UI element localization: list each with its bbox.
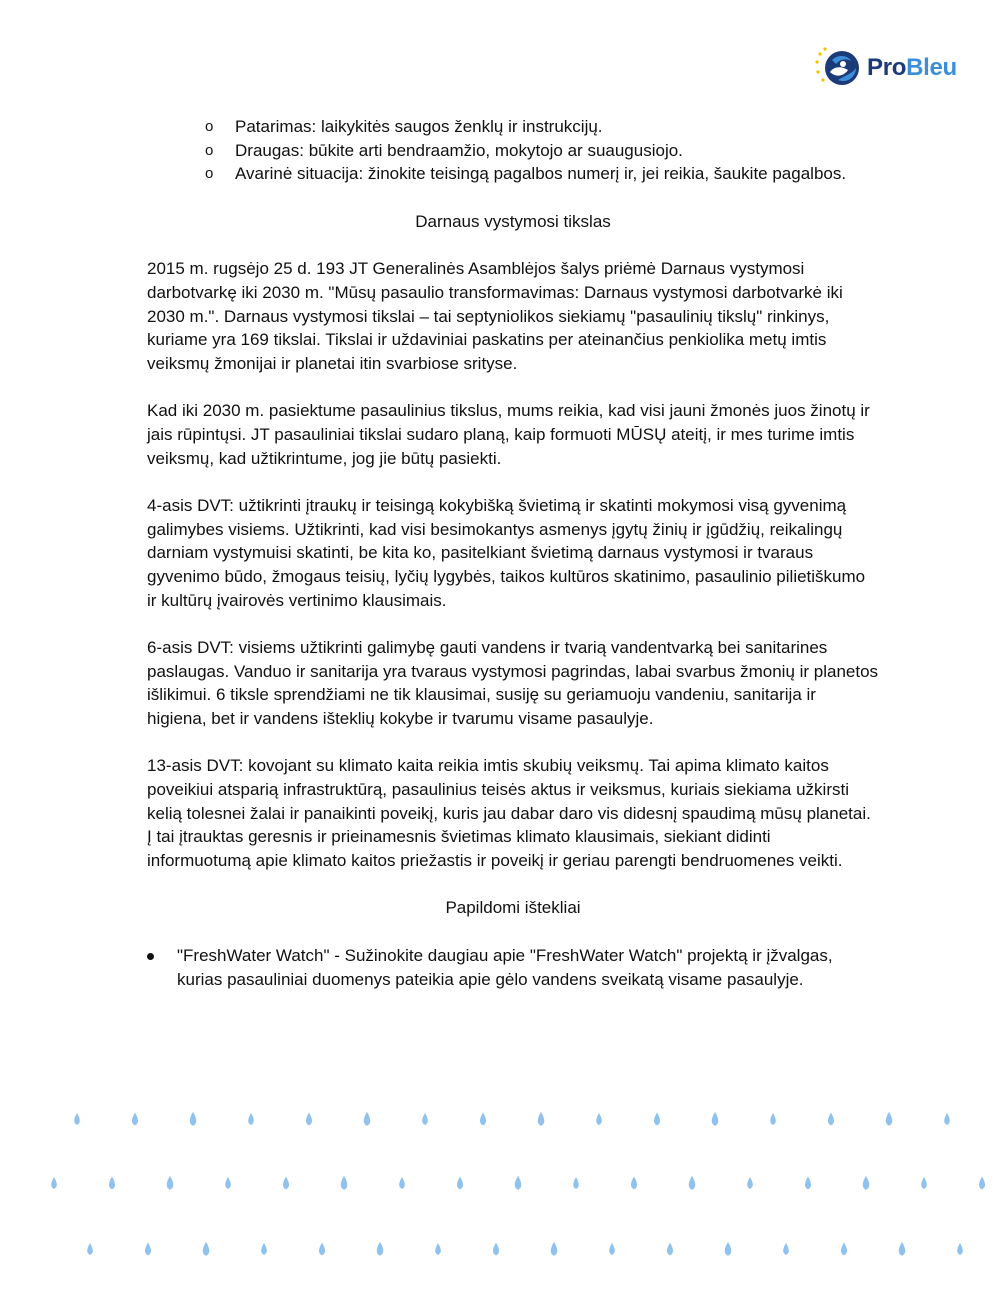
list-item: [147, 139, 879, 163]
water-drop-icon: [725, 1242, 732, 1256]
logo-text-pro: Pro: [867, 54, 907, 81]
water-drop-icon: [609, 1243, 615, 1255]
water-drop-icon: [132, 1112, 138, 1125]
water-drop-icon: [248, 1113, 254, 1125]
water-drop-icon: [654, 1112, 660, 1125]
water-drop-icon: [863, 1176, 870, 1190]
water-drop-icon: [74, 1113, 80, 1125]
water-drop-icon: [261, 1243, 267, 1255]
water-drop-icon: [828, 1112, 834, 1125]
water-drop-icon: [899, 1242, 906, 1256]
tip-text: Patarimas: laikykitės saugos ženklų ir instrukcijų.: [235, 117, 603, 136]
youth-paragraph: Kad iki 2030 m. pasiektume pasaulinius tikslus, mums reikia, kad visi jauni žmonės juos žinotų ir jais rūpintųsi. JT pasauliniai tikslai sudaro planą, kaip formuoti MŪSŲ ateitį, ir mes turime imtis veiksmų, kad užtikrintume, jog jie būtų pasiekti.: [147, 401, 870, 468]
water-drop-icon: [109, 1176, 115, 1189]
probleu-wordmark: [867, 54, 957, 82]
water-drop-icon: [167, 1176, 174, 1190]
water-drop-icon: [805, 1176, 811, 1189]
water-drop-icon: [422, 1113, 428, 1125]
resources-list: [147, 944, 879, 991]
water-drop-icon: [841, 1242, 847, 1255]
water-drop-icon: [493, 1242, 499, 1255]
water-drop-icon: [944, 1113, 950, 1125]
water-drop-icon: [921, 1177, 927, 1189]
water-drop-icon: [667, 1242, 673, 1255]
water-drop-icon: [631, 1176, 637, 1189]
document-body: [147, 115, 879, 991]
circle-bullet-icon: o: [205, 165, 214, 183]
tip-text: Avarinė situacija: žinokite teisingą pagalbos numerį ir, jei reikia, šaukite pagalbos.: [235, 164, 847, 184]
bullet-icon: [147, 953, 154, 960]
list-item: [147, 944, 879, 991]
water-drop-icon: [480, 1112, 486, 1125]
sdg13-paragraph: 13-asis DVT: kovojant su klimato kaita reikia imtis skubių veiksmų. Tai apima klimato kaitos poveikiui atsparią infrastruktūrą, pasaulinius teisės aktus ir veiksmus, kuriais siekiama užkirsti kelią tolesnei žalai ir panaikinti poveikį, kuris jau dabar daro vis didesnį spaudimą mūsų planetai. Į tai įtrauktas geresnis ir prieinamesnis švietimas klimato klausimais, siekiant didinti informuotumą apie klimato kaitos priežastis ir poveikį ir geriau parengti bendruomenes veikti.: [147, 756, 871, 870]
water-drop-icon: [573, 1177, 579, 1189]
resource-text[interactable]: "FreshWater Watch" - Sužinokite daugiau apie "FreshWater Watch" projektą ir įžvalgas, kurias pasauliniai duomenys pateikia apie gėlo vandens sveikatą visame pasaulyje.: [177, 946, 833, 989]
water-drop-icon: [319, 1242, 325, 1255]
water-drop-icon: [145, 1242, 151, 1255]
logo-text-bleu: Bleu: [906, 54, 957, 81]
water-drop-icon: [399, 1177, 405, 1189]
water-drop-icon: [551, 1242, 558, 1256]
sdg-heading: Darnaus vystymosi tikslas: [415, 211, 611, 231]
water-drop-icon: [957, 1243, 963, 1255]
resources-heading: Papildomi ištekliai: [445, 898, 581, 918]
water-drop-icon: [51, 1177, 57, 1189]
water-drop-icon: [435, 1243, 441, 1255]
water-drop-icon: [689, 1176, 696, 1190]
water-drop-icon: [712, 1112, 719, 1126]
water-drop-icon: [979, 1176, 985, 1189]
list-item: [147, 162, 879, 186]
sdg4-paragraph: 4-asis DVT: užtikrinti įtraukų ir teisingą kokybišką švietimą ir skatinti mokymosi visą gyvenimą galimybes visiems. Užtikrinti, kad visi besimokantys asmenys įgytų žinių ir įgūdžių, reikalingų darniam vystymuisi skatinti, be kita ko, pasitelkiant švietimą darnaus vystymosi ir tvaraus gyvenimo būdo, žmogaus teisių, lyčių lygybės, taikos kultūros skatinimo, pasaulinio pilietiškumo ir kultūrų įvairovės vertinimo klausimais.: [147, 496, 866, 610]
water-drop-icon: [515, 1176, 522, 1190]
water-drop-icon: [283, 1176, 289, 1189]
water-drop-icon: [341, 1176, 348, 1190]
water-drop-icon: [377, 1242, 384, 1256]
water-drop-icon: [538, 1112, 545, 1126]
intro-paragraph: 2015 m. rugsėjo 25 d. 193 JT Generalinės Asamblėjos šalys priėmė Darnaus vystymosi darbotvarkę iki 2030 m. "Mūsų pasaulio transformavimas: Darnaus vystymosi darbotvarkė iki 2030 m.". Darnaus vystymosi tikslai – tai septyniolikos siekiamų "pasaulinių tikslų" rinkinys, kuriame yra 169 tikslai. Tikslai ir uždaviniai paskatins per ateinančius penkiolika metų imtis veiksmų žmonijai ir planetai itin svarbiose srityse.: [147, 259, 843, 373]
water-drop-icon: [190, 1112, 197, 1126]
water-drop-icon: [87, 1243, 93, 1255]
water-drop-icon: [770, 1113, 776, 1125]
tips-list: [147, 115, 879, 186]
list-item: [147, 115, 879, 139]
water-drop-icon: [596, 1113, 602, 1125]
water-drop-icon: [886, 1112, 893, 1126]
sdg6-paragraph: 6-asis DVT: visiems užtikrinti galimybę gauti vandens ir tvarią vandentvarką bei sanitarines paslaugas. Vanduo ir sanitarija yra tvaraus vystymosi pagrindas, labai svarbus žmonių ir planetos išlikimui. 6 tiksle sprendžiami ne tik klausimai, susiję su geriamuoju vandeniu, sanitarija ir higiena, bet ir vandens išteklių kokybe ir tvarumu visame pasaulyje.: [147, 638, 879, 728]
water-drop-icon: [203, 1242, 210, 1256]
water-drop-icon: [747, 1177, 753, 1189]
probleu-logo-icon: [814, 46, 862, 92]
tip-text: Draugas: būkite arti bendraamžio, mokytojo ar suaugusiojo.: [235, 140, 683, 160]
water-drop-icon: [225, 1177, 231, 1189]
circle-bullet-icon: o: [205, 118, 214, 135]
water-drop-icon: [783, 1243, 789, 1255]
probleu-logo: [814, 46, 964, 92]
water-drop-icon: [457, 1176, 463, 1189]
water-drop-icon: [306, 1112, 312, 1125]
water-drop-icon: [364, 1112, 371, 1126]
circle-bullet-icon: o: [205, 141, 214, 159]
